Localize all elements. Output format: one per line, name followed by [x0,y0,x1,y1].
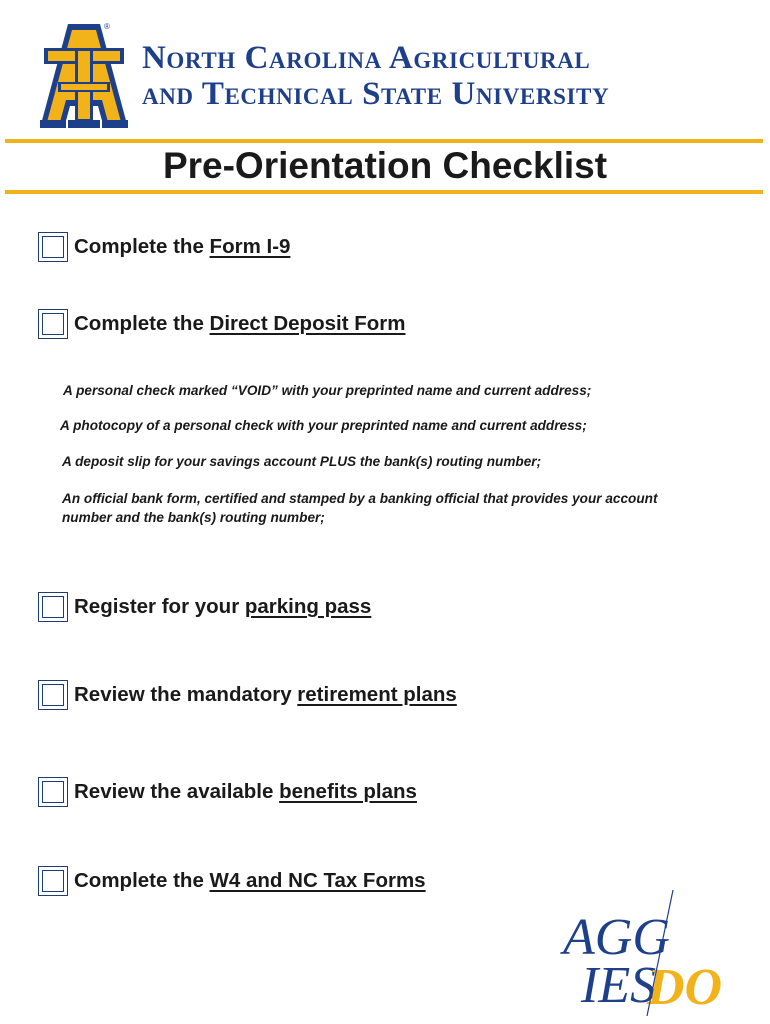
checklist-item-text: Complete the Form I-9 [74,235,291,258]
deposit-option-photocopy: A photocopy of a personal check with your preprinted name and current address; [60,418,587,433]
checklist-item-text: Review the available benefits plans [74,780,417,803]
checkbox[interactable] [38,680,68,710]
checklist-item-parking-pass [38,589,371,625]
aggies-line2: IES [581,957,657,1014]
retirement-plans-link[interactable]: retirement plans [297,683,457,706]
checkbox[interactable] [38,232,68,262]
deposit-option-deposit-slip: A deposit slip for your savings account PLUS the bank(s) routing number; [62,454,542,469]
tax-forms-link[interactable]: W4 and NC Tax Forms [209,869,426,892]
checklist-item-text: Complete the W4 and NC Tax Forms [74,869,426,892]
deposit-option-void-check: A personal check marked “VOID” with your preprinted name and current address; [63,383,592,398]
title-rule-top [5,139,763,143]
page-title: Pre-Orientation Checklist [162,145,608,186]
aggie-at-monogram-icon [38,20,130,132]
title-rule-bottom [5,190,763,194]
checklist-item-text: Review the mandatory retirement plans [74,683,457,706]
direct-deposit-form-link[interactable]: Direct Deposit Form [209,312,406,335]
form-i9-link[interactable]: Form I-9 [209,235,291,258]
university-name-line1: North Carolina Agricultural [142,40,591,76]
parking-pass-link[interactable]: parking pass [244,595,372,618]
aggies-do-logo [555,888,755,1018]
checkbox[interactable] [38,309,68,339]
aggies-do-word: DO [647,959,723,1016]
checklist-item-retirement-plans [38,677,457,713]
checklist-item-direct-deposit [38,306,405,342]
registered-mark: ® [104,22,110,31]
checklist-item-form-i9 [38,229,290,265]
benefits-plans-link[interactable]: benefits plans [279,780,417,803]
checklist-item-text: Register for your parking pass [74,595,372,618]
deposit-option-bank-form-cont: number and the bank(s) routing number; [62,510,325,525]
deposit-option-bank-form: An official bank form, certified and stamped by a banking official that provides your account [62,491,658,506]
checkbox[interactable] [38,592,68,622]
checklist-item-benefits-plans [38,774,417,810]
aggies-line1: AGG [563,909,670,966]
checkbox[interactable] [38,777,68,807]
checkbox[interactable] [38,866,68,896]
university-name-line2: and Technical State University [142,76,610,112]
checklist-item-text: Complete the Direct Deposit Form [74,312,406,335]
checklist-item-tax-forms [38,863,426,899]
